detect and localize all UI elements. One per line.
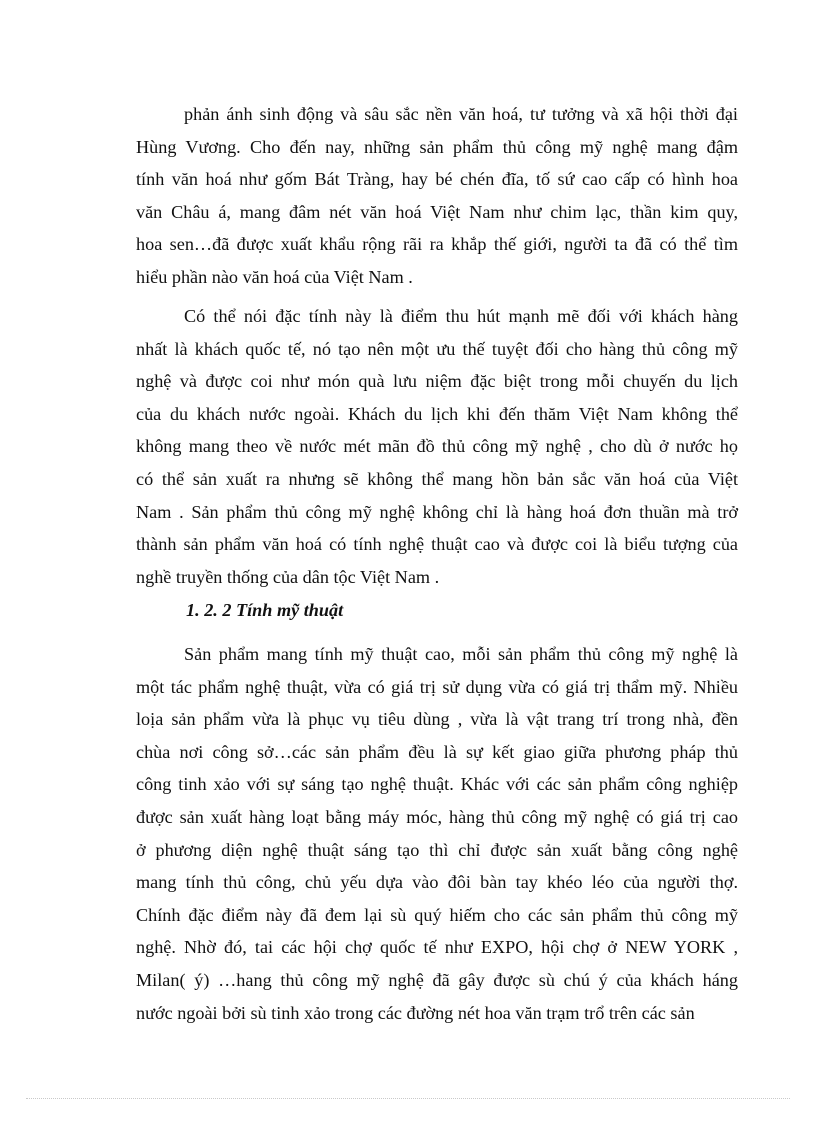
text-line: ở phương diện nghệ thuật sáng tạo thì chỉ được sản xuất bằng công nghệ bbox=[136, 839, 738, 860]
text-line: thành sản phẩm văn hoá có tính nghệ thuật cao và được coi là biểu tượng của bbox=[136, 534, 738, 555]
text-line: tính văn hoá như gốm Bát Tràng, hay bé chén đĩa, tố sứ cao cấp có hình hoa bbox=[136, 169, 738, 190]
section-heading: 1. 2. 2 Tính mỹ thuật bbox=[186, 600, 344, 620]
text-line: nhất là khách quốc tế, nó tạo nên một ưu thế tuyệt đối cho hàng thủ công mỹ bbox=[136, 338, 738, 359]
text-line: Sản phẩm mang tính mỹ thuật cao, mỗi sản phẩm thủ công mỹ nghệ là bbox=[184, 644, 738, 664]
text-line: có thể sản xuất ra nhưng sẽ không thể mang hồn bản sắc văn hoá của Việt bbox=[136, 468, 738, 489]
paragraph-2 bbox=[136, 300, 738, 593]
text-line: Có thể nói đặc tính này là điểm thu hút mạnh mẽ đối với khách hàng bbox=[184, 306, 738, 326]
text-line: chùa nơi công sở…các sản phẩm đều là sự kết giao giữa phương pháp thủ bbox=[136, 741, 738, 762]
text-line: phản ánh sinh động và sâu sắc nền văn hoá, tư tưởng và xã hội thời đại bbox=[184, 104, 738, 124]
paragraph-1 bbox=[136, 98, 738, 294]
text-line: được sản xuất hàng loạt bằng máy móc, hàng thủ công mỹ nghệ có giá trị cao bbox=[136, 806, 738, 827]
footer-divider bbox=[26, 1098, 790, 1099]
text-line: nghề truyền thống của dân tộc Việt Nam . bbox=[136, 566, 440, 587]
text-line: Milan( ý) …hang thủ công mỹ nghệ đã gây được sù chú ý của khách háng bbox=[136, 969, 738, 990]
text-line: một tác phẩm nghệ thuật, vừa có giá trị sử dụng vừa có giá trị thẩm mỹ. Nhiều bbox=[136, 676, 738, 697]
text-line: không mang theo về nước mét mãn đồ thủ công mỹ nghệ , cho dù ở nước họ bbox=[136, 436, 738, 457]
text-line: hiểu phần nào văn hoá của Việt Nam . bbox=[136, 266, 413, 287]
text-line: hoa sen…đã được xuất khẩu rộng rãi ra khắp thế giới, người ta đã có thể tìm bbox=[136, 234, 738, 255]
text-line: nghệ và được coi như món quà lưu niệm đặc biệt trong mỗi chuyến du lịch bbox=[136, 371, 738, 392]
text-line: mang tính thủ công, chủ yếu dựa vào đôi bàn tay khéo léo của người thợ. bbox=[136, 872, 738, 893]
text-line: Hùng Vương. Cho đến nay, những sản phẩm thủ công mỹ nghệ mang đậm bbox=[136, 136, 738, 157]
text-line: nước ngoài bởi sù tinh xảo trong các đường nét hoa văn trạm trổ trên các sản bbox=[136, 1002, 695, 1023]
text-line: nghệ. Nhờ đó, tai các hội chợ quốc tế như EXPO, hội chợ ở NEW YORK , bbox=[136, 937, 738, 958]
text-line: văn Châu á, mang đâm nét văn hoá Việt Nam như chim lạc, thần kim quy, bbox=[136, 201, 738, 222]
text-line: Chính đặc điểm này đã đem lại sù quý hiếm cho các sản phẩm thủ công mỹ bbox=[136, 904, 738, 925]
text-line: công tinh xảo với sự sáng tạo nghệ thuật. Khác với các sản phẩm công nghiệp bbox=[136, 774, 738, 795]
text-line: của du khách nước ngoài. Khách du lịch khi đến thăm Việt Nam không thể bbox=[136, 403, 738, 424]
text-line: Nam . Sản phẩm thủ công mỹ nghệ không chỉ là hàng hoá đơn thuần mà trở bbox=[136, 501, 738, 522]
text-line: loịa sản phẩm vừa là phục vụ tiêu dùng , vừa là vật trang trí trong nhà, đền bbox=[136, 709, 738, 730]
paragraph-3 bbox=[136, 638, 738, 1029]
